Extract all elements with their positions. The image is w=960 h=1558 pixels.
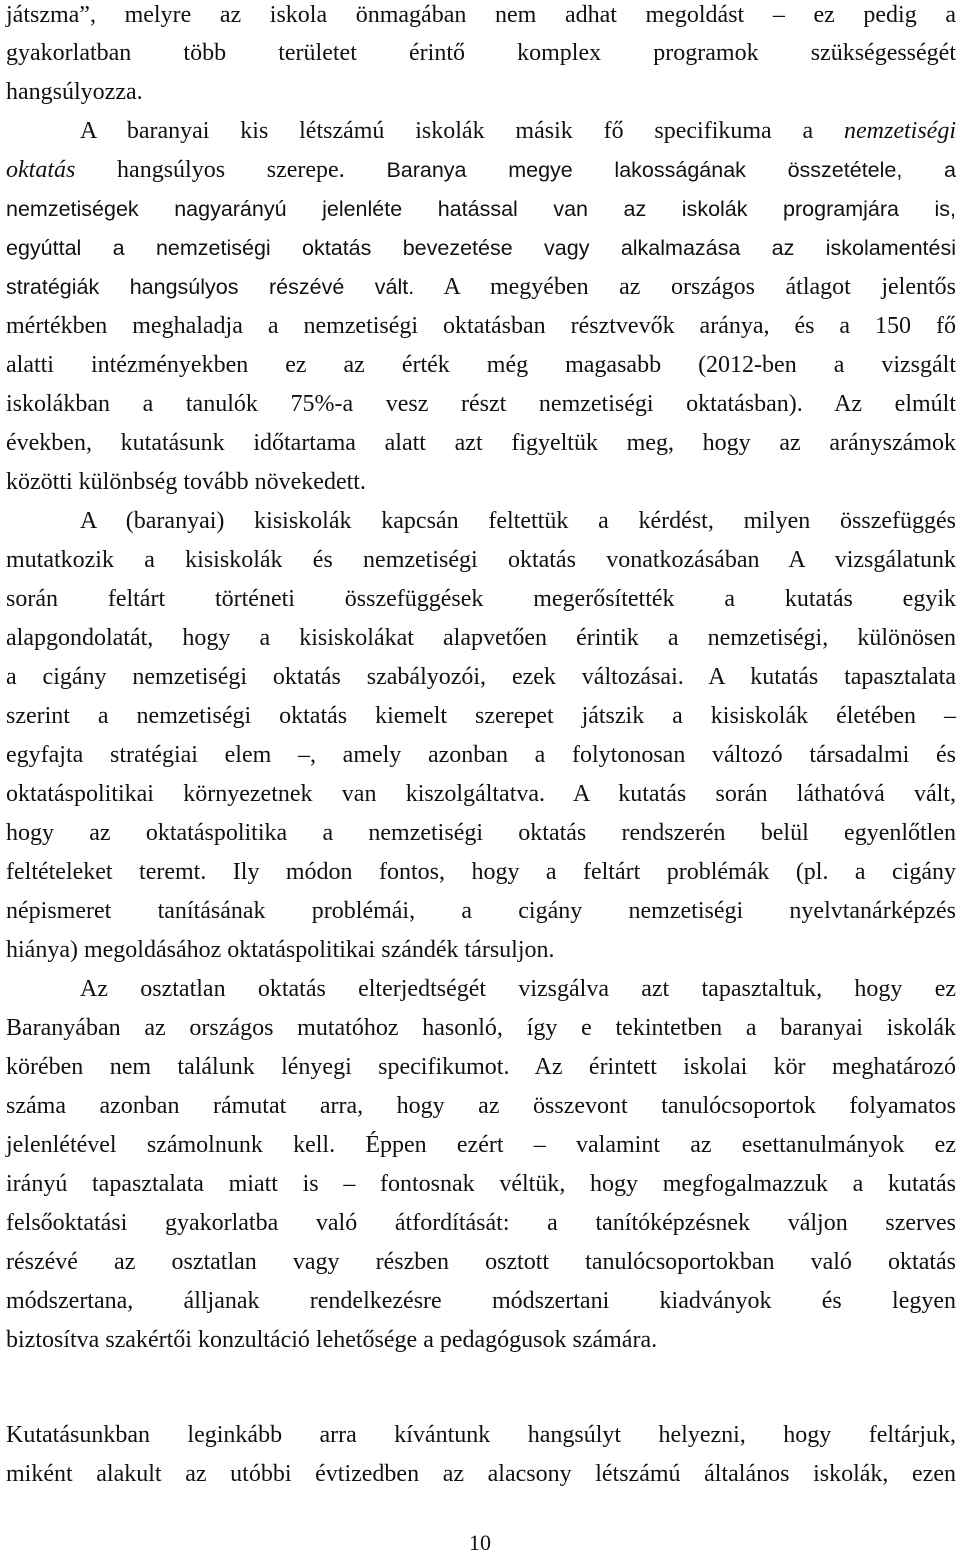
sans-run: egyúttal a nemzetiségi oktatás bevezetése vagy alkalmazása az iskolamentési [6, 236, 956, 260]
text-line [80, 116, 956, 146]
text-run: Baranyában az országos mutatóhoz hasonló, így e tekintetben a baranyai iskolák [6, 1015, 956, 1041]
text-run: felsőoktatási gyakorlatba való átfordítását: a tanítóképzésnek váljon szerves [6, 1210, 956, 1236]
text-run: közötti különbség tovább növekedett. [6, 469, 366, 495]
text-line [6, 311, 956, 341]
text-line [6, 701, 956, 731]
text-line [6, 467, 956, 497]
text-run: irányú tapasztalata miatt is – fontosnak véltük, hogy megfogalmazzuk a kutatás [6, 1171, 956, 1197]
text-line [6, 662, 956, 692]
text-run: alatti intézményekben ez az érték még magasabb (2012-ben a vizsgált [6, 352, 956, 378]
text-run: száma azonban rámutat arra, hogy az összevont tanulócsoportok folyamatos [6, 1093, 956, 1119]
text-run: biztosítva szakértői konzultáció lehetősége a pedagógusok számára. [6, 1327, 658, 1353]
text-run: mutatkozik a kisiskolák és nemzetiségi oktatás vonatkozásában A vizsgálatunk [6, 547, 956, 573]
text-line [6, 623, 956, 653]
text-run: hogy az oktatáspolitika a nemzetiségi oktatás rendszerén belül egyenlőtlen [6, 820, 956, 846]
text-line [80, 974, 956, 1004]
sans-run: Baranya megye lakosságának összetétele, a [386, 158, 956, 182]
text-run: oktatáspolitikai környezetnek van kiszolgáltatva. A kutatás során láthatóvá vált, [6, 781, 956, 807]
text-run: hangsúlyozza. [6, 79, 143, 105]
text-run: körében nem találunk lényegi specifikumot. Az érintett iskolai kör meghatározó [6, 1054, 956, 1080]
text-run: játszma”, melyre az iskola önmagában nem adhat megoldást – ez pedig a [6, 2, 956, 28]
text-run: mértékben meghaladja a nemzetiségi oktatásban résztvevők aránya, és a 150 fő [6, 313, 956, 339]
text-line [6, 896, 956, 926]
sans-run: nemzetiségek nagyarányú jelenléte hatással van az iskolák programjára is, [6, 197, 956, 221]
text-line [6, 935, 956, 965]
text-run: A megyében az országos átlagot jelentős [414, 274, 956, 300]
sans-run: stratégiák hangsúlyos részévé vált. [6, 275, 415, 299]
text-run: iskolákban a tanulók 75%-a vesz részt nemzetiségi oktatásban). Az elmúlt [6, 391, 956, 417]
text-line [80, 506, 956, 536]
text-run: A baranyai kis létszámú iskolák másik fő specifikuma a [80, 118, 845, 144]
text-line [6, 857, 956, 887]
text-line [6, 1247, 956, 1277]
text-line [6, 38, 956, 68]
text-run: jelenlétével számolnunk kell. Éppen ezért – valamint az esettanulmányok ez [6, 1132, 956, 1158]
text-line [6, 1091, 956, 1121]
text-line [6, 1130, 956, 1160]
text-line [6, 1013, 956, 1043]
text-line [6, 194, 956, 224]
text-line [6, 350, 956, 380]
text-run: hangsúlyos szerepe. [75, 157, 387, 183]
text-line [6, 1459, 956, 1489]
text-line [6, 1052, 956, 1082]
text-run: Kutatásunkban leginkább arra kívántunk hangsúlyt helyezni, hogy feltárjuk, [6, 1422, 956, 1448]
text-line [6, 77, 956, 107]
text-line [6, 428, 956, 458]
text-run: részévé az osztatlan vagy részben osztott tanulócsoportokban való oktatás [6, 1249, 956, 1275]
text-line [6, 1169, 956, 1199]
text-run: során feltárt történeti összefüggések megerősítették a kutatás egyik [6, 586, 956, 612]
text-run: feltételeket teremt. Ily módon fontos, hogy a feltárt problémák (pl. a cigány [6, 859, 956, 885]
text-line [6, 155, 956, 185]
text-line [6, 1208, 956, 1238]
text-line [6, 740, 956, 770]
text-line [6, 1420, 956, 1450]
text-line [6, 779, 956, 809]
text-run: módszertana, álljanak rendelkezésre módszertani kiadványok és legyen [6, 1288, 956, 1314]
text-run: A (baranyai) kisiskolák kapcsán feltettük a kérdést, milyen összefüggés [80, 508, 956, 534]
text-line [6, 584, 956, 614]
text-run: egyfajta stratégiai elem –, amely azonban a folytonosan változó társadalmi és [6, 742, 956, 768]
text-run: Az osztatlan oktatás elterjedtségét vizsgálva azt tapasztaltuk, hogy ez [80, 976, 956, 1002]
text-line [6, 545, 956, 575]
page-number: 10 [469, 1530, 491, 1555]
text-line [6, 1286, 956, 1316]
text-line [6, 233, 956, 263]
text-line [6, 1325, 956, 1355]
italic-run: oktatás [6, 157, 76, 183]
italic-run: nemzetiségi [844, 118, 956, 144]
text-run: miként alakult az utóbbi évtizedben az alacsony létszámú általános iskolák, ezen [6, 1461, 956, 1487]
text-run: népismeret tanításának problémái, a cigány nemzetiségi nyelvtanárképzés [6, 898, 956, 924]
text-run: években, kutatásunk időtartama alatt azt figyeltük meg, hogy az arányszámok [6, 430, 956, 456]
text-line [6, 0, 956, 30]
text-line [6, 272, 956, 302]
text-line [6, 818, 956, 848]
text-run: gyakorlatban több területet érintő komplex programok szükségességét [6, 40, 956, 66]
text-run: szerint a nemzetiségi oktatás kiemelt szerepet játszik a kisiskolák életében – [6, 703, 956, 729]
text-run: a cigány nemzetiségi oktatás szabályozói, ezek változásai. A kutatás tapasztalata [6, 664, 956, 690]
text-run: alapgondolatát, hogy a kisiskolákat alapvetően érintik a nemzetiségi, különösen [6, 625, 956, 651]
text-line [6, 389, 956, 419]
text-run: hiánya) megoldásához oktatáspolitikai szándék társuljon. [6, 937, 555, 963]
